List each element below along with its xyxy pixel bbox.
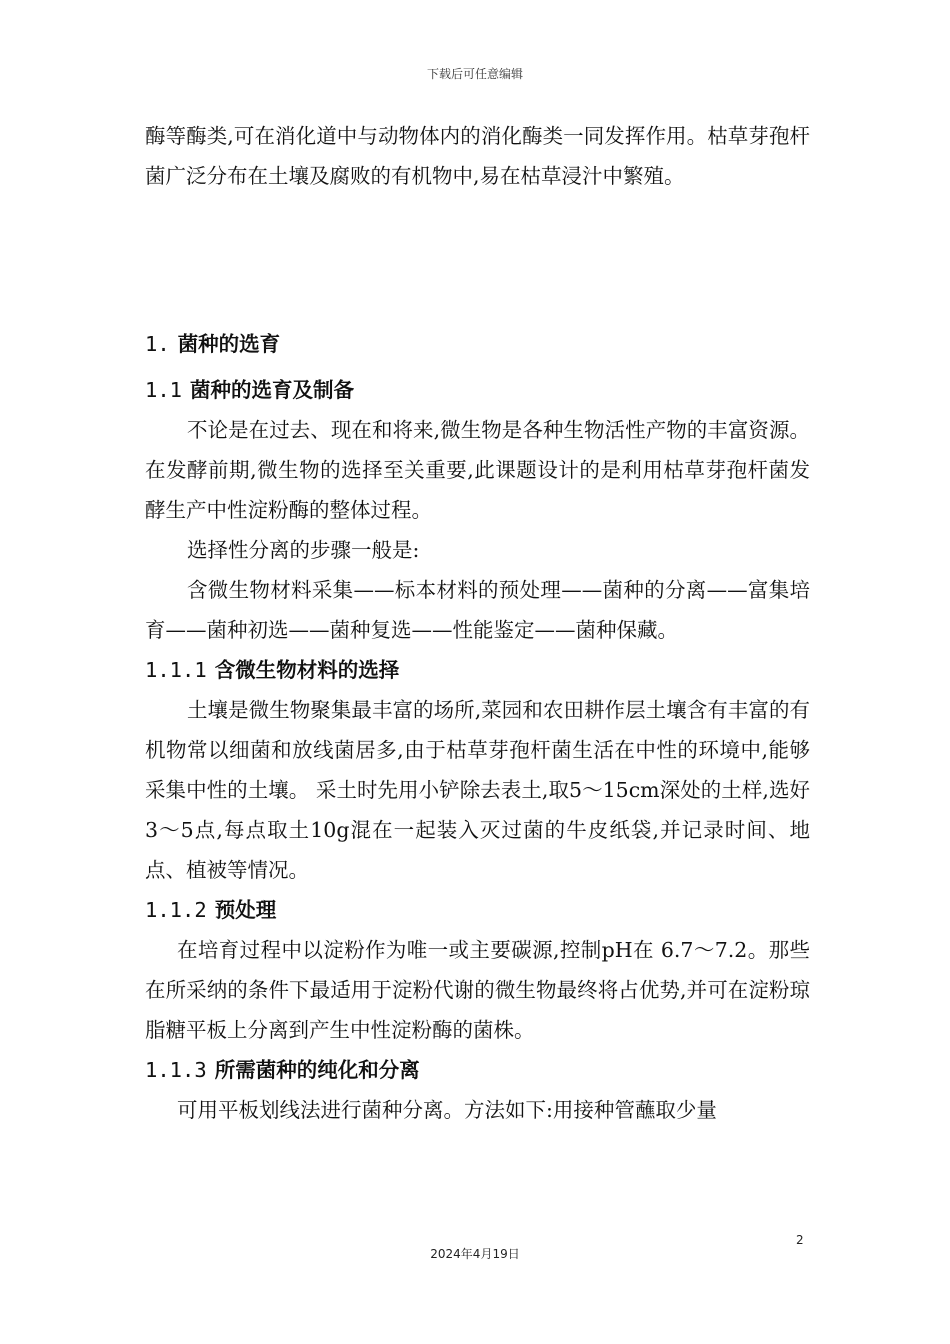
header-note: 下载后可任意编辑 [426,67,523,81]
body-paragraph: 可用平板划线法进行菌种分离。方法如下:用接种管蘸取少量 [177,1098,717,1122]
section-heading-1 [145,324,810,364]
body-paragraph: 不论是在过去、现在和将来,微生物是各种生物活性产物的丰富资源。在发酵前期,微生物的选择至关重要,此课题设计的是利用枯草芽孢杆菌发酵生产中性淀粉酶的整体过程。 [145,418,810,522]
section-spacer [145,196,810,324]
section-number: 1.1.1 [145,658,207,682]
section-number: 1.1 [145,378,183,402]
section-heading-1-1-3 [145,1050,810,1090]
section-title: 含微生物材料的选择 [214,658,400,682]
section-number: 1.1.3 [145,1058,207,1082]
section-heading-1-1-1 [145,650,810,690]
section-number: 1. [145,332,170,356]
intro-paragraph: 酶等酶类,可在消化道中与动物体内的消化酶类一同发挥作用。枯草芽孢杆菌广泛分布在土壤及腐败的有机物中,易在枯草浸汁中繁殖。 [145,124,810,188]
page-number: 2 [796,1233,804,1247]
footer-date: 2024年4月19日 [430,1247,520,1261]
body-paragraph: 选择性分离的步骤一般是: [187,538,420,562]
body-paragraph: 土壤是微生物聚集最丰富的场所,菜园和农田耕作层土壤含有丰富的有机物常以细菌和放线菌居多,由于枯草芽孢杆菌生活在中性的环境中,能够采集中性的土壤。 采土时先用小铲除去表土,取5～15cm深处的土样,选好3～5点,每点取土10g混在一起装入灭过菌的牛皮纸袋,并记录时间、地点、植被等情况。 [145,698,810,882]
section-title: 所需菌种的纯化和分离 [214,1058,420,1082]
body-paragraph: 含微生物材料采集——标本材料的预处理——菌种的分离——富集培育——菌种初选——菌种复选——性能鉴定——菌种保藏。 [145,578,810,642]
body-paragraph: 在培育过程中以淀粉作为唯一或主要碳源,控制pH在 6.7～7.2。那些在所采纳的条件下最适用于淀粉代谢的微生物最终将占优势,并可在淀粉琼脂糖平板上分离到产生中性淀粉酶的菌株。 [145,938,810,1042]
section-number: 1.1.2 [145,898,207,922]
section-heading-1-1-2 [145,890,810,930]
document-content [145,116,810,1130]
section-title: 菌种的选育 [177,332,281,356]
section-heading-1-1 [145,370,810,410]
section-title: 预处理 [214,898,277,922]
section-title: 菌种的选育及制备 [190,378,355,402]
